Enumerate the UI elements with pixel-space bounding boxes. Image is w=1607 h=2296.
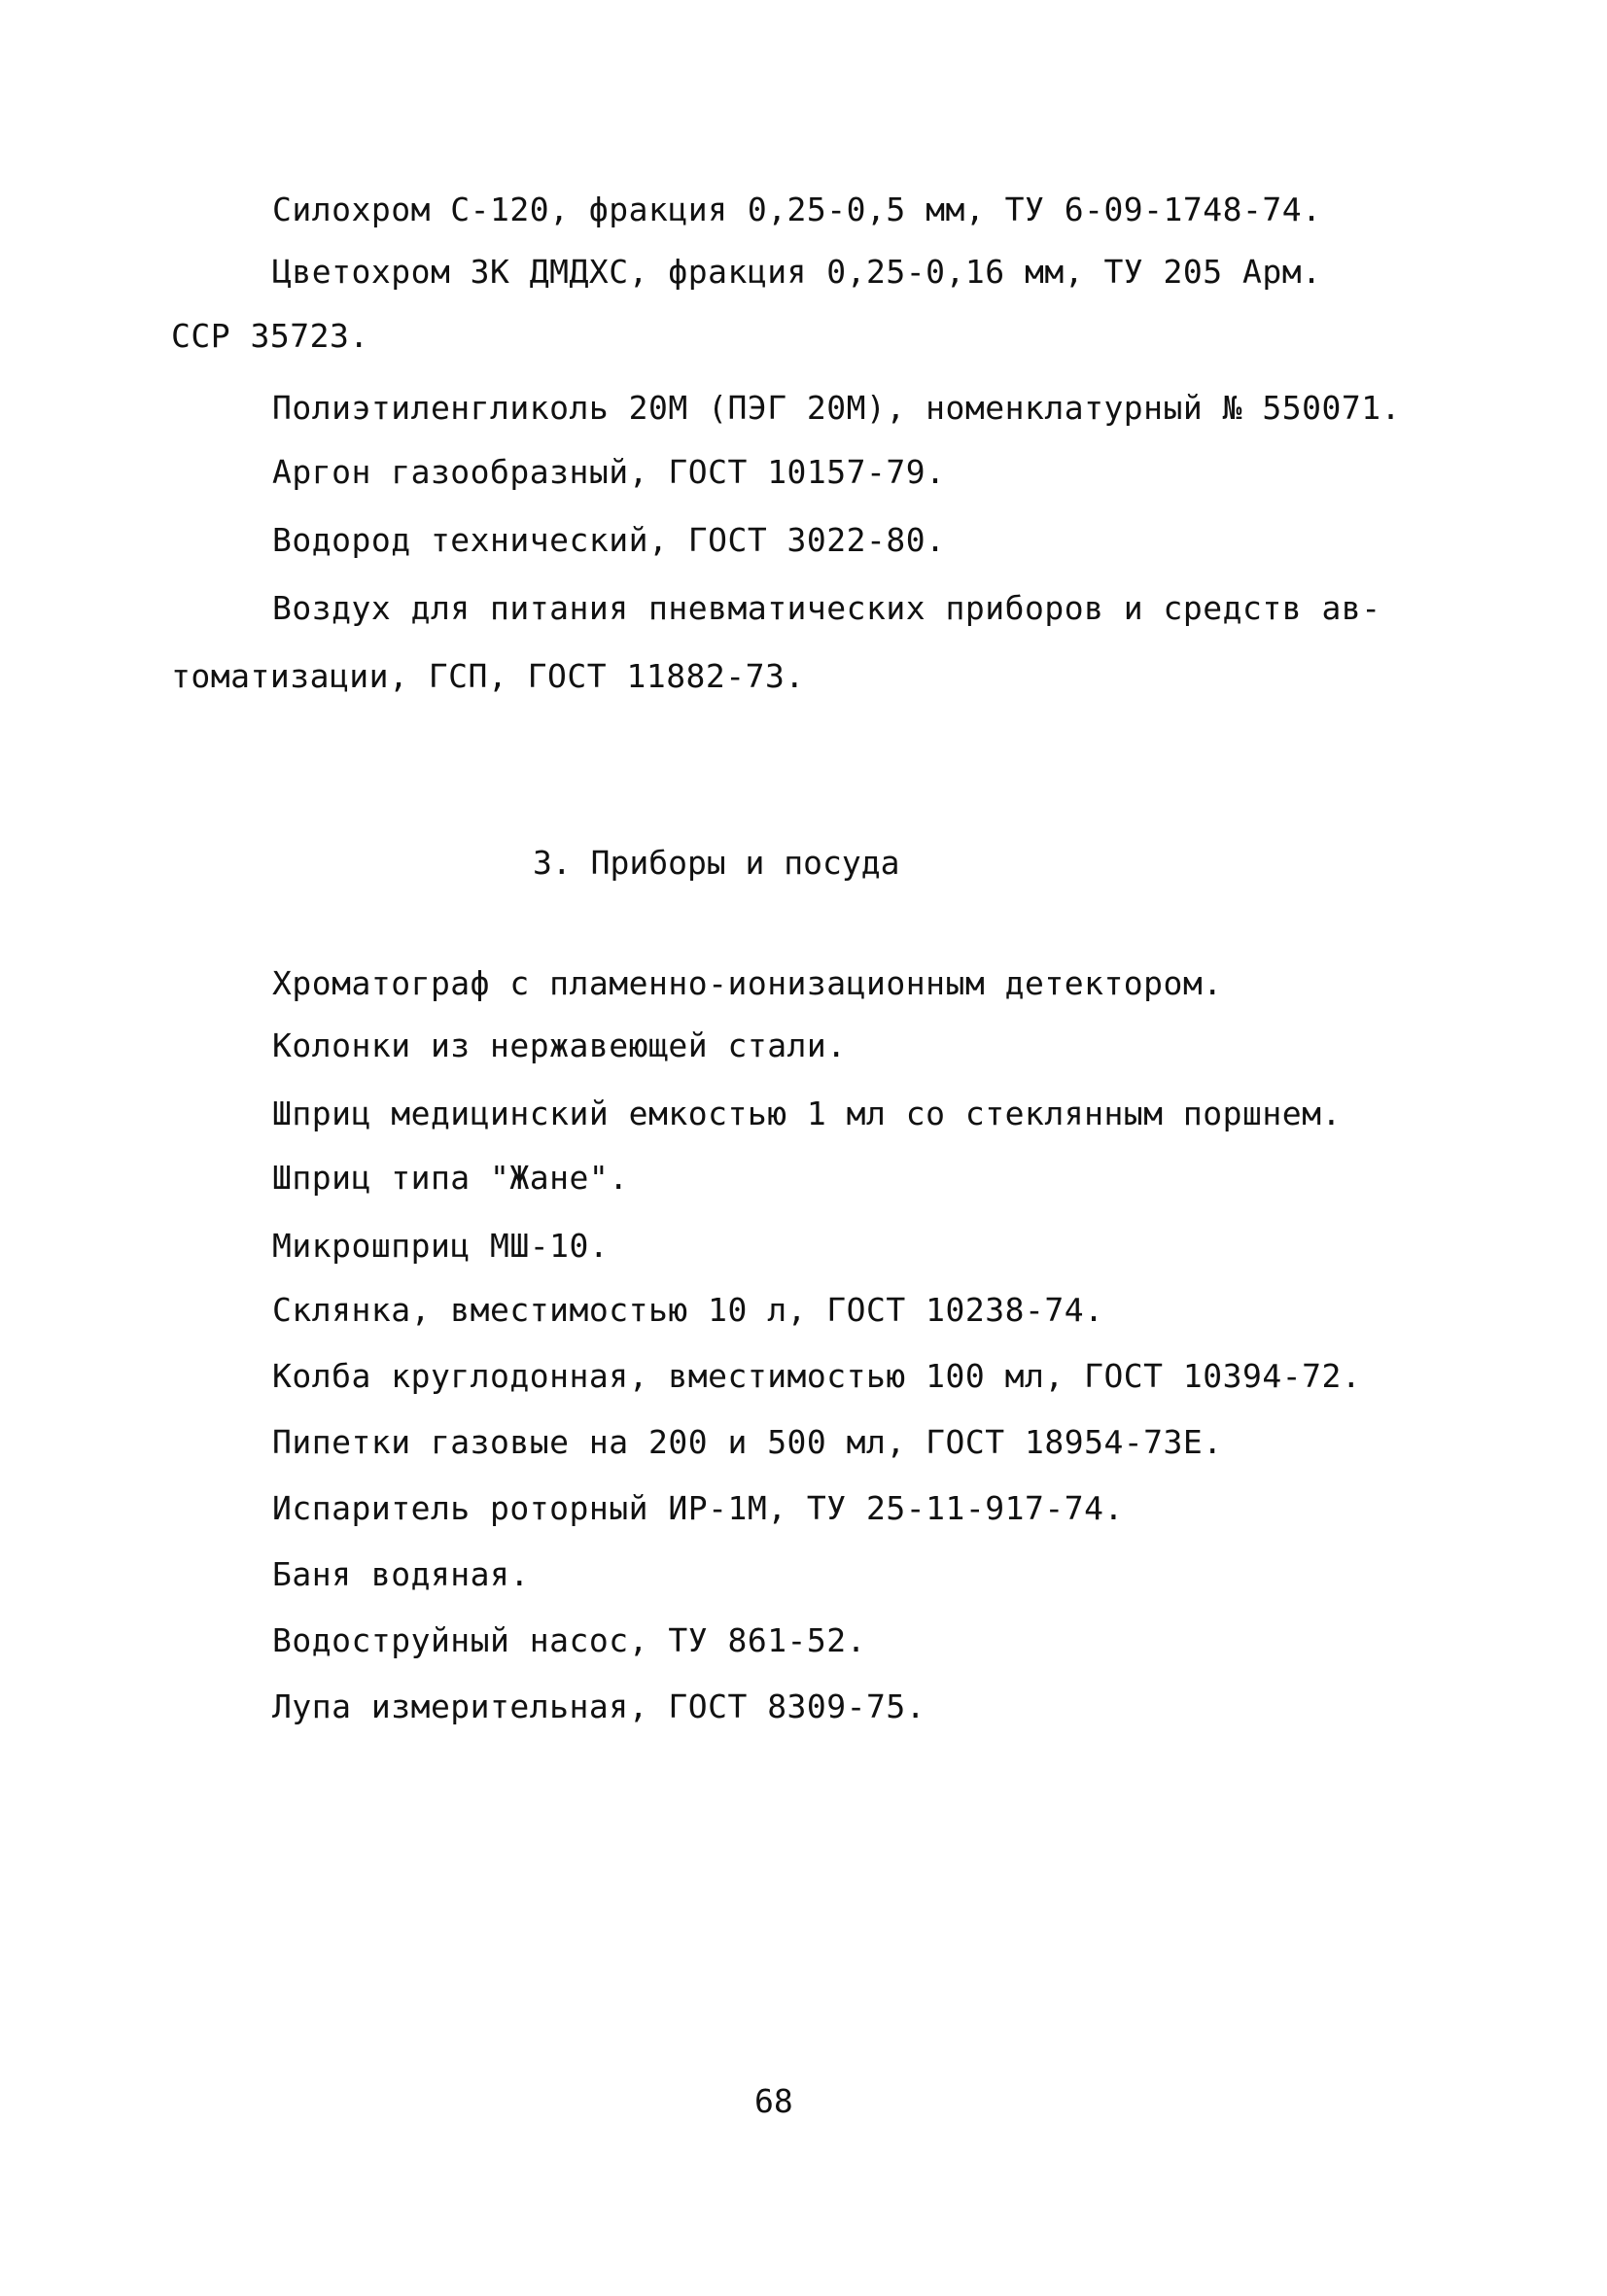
reagent-line-air-cont: томатизации, ГСП, ГОСТ 11882-73. [171,657,805,695]
equipment-line: Баня водяная. [272,1555,530,1593]
equipment-line: Испаритель роторный ИР-1М, ТУ 25-11-917-74. [272,1489,1124,1527]
equipment-line: Колонки из нержавеющей стали. [272,1026,847,1064]
equipment-line: Пипетки газовые на 200 и 500 мл, ГОСТ 18954-73Е. [272,1423,1223,1461]
equipment-line: Лупа измерительная, ГОСТ 8309-75. [272,1687,926,1725]
reagent-line-air: Воздух для питания пневматических приборов и средств ав- [272,589,1381,627]
reagent-line-silochrom: Силохром С-120, фракция 0,25-0,5 мм, ТУ 6-09-1748-74. [272,191,1322,228]
equipment-line: Микрошприц МШ-10. [272,1227,610,1265]
equipment-line: Склянка, вместимостью 10 л, ГОСТ 10238-74. [272,1291,1104,1329]
equipment-line: Водоструйный насос, ТУ 861-52. [272,1621,867,1659]
reagent-line-peg: Полиэтиленгликоль 20М (ПЭГ 20М), номенклатурный № 550071. [272,389,1401,427]
reagent-line-hydrogen: Водород технический, ГОСТ 3022-80. [272,521,946,559]
reagent-line-tsvetochrom: Цветохром ЗК ДМДХС, фракция 0,25-0,16 мм, ТУ 205 Арм. [272,253,1322,291]
page-number: 68 [754,2082,793,2120]
reagent-line-argon: Аргон газообразный, ГОСТ 10157-79. [272,453,946,491]
equipment-line: Шприц типа "Жане". [272,1159,629,1197]
equipment-line: Шприц медицинский емкостью 1 мл со стеклянным поршнем. [272,1095,1342,1132]
section-heading: 3. Приборы и посуда [533,844,900,882]
equipment-line: Колба круглодонная, вместимостью 100 мл, ГОСТ 10394-72. [272,1357,1362,1395]
reagent-line-tsvetochrom-cont: ССР 35723. [171,317,369,355]
equipment-line: Хроматограф с пламенно-ионизационным детектором. [272,964,1223,1002]
